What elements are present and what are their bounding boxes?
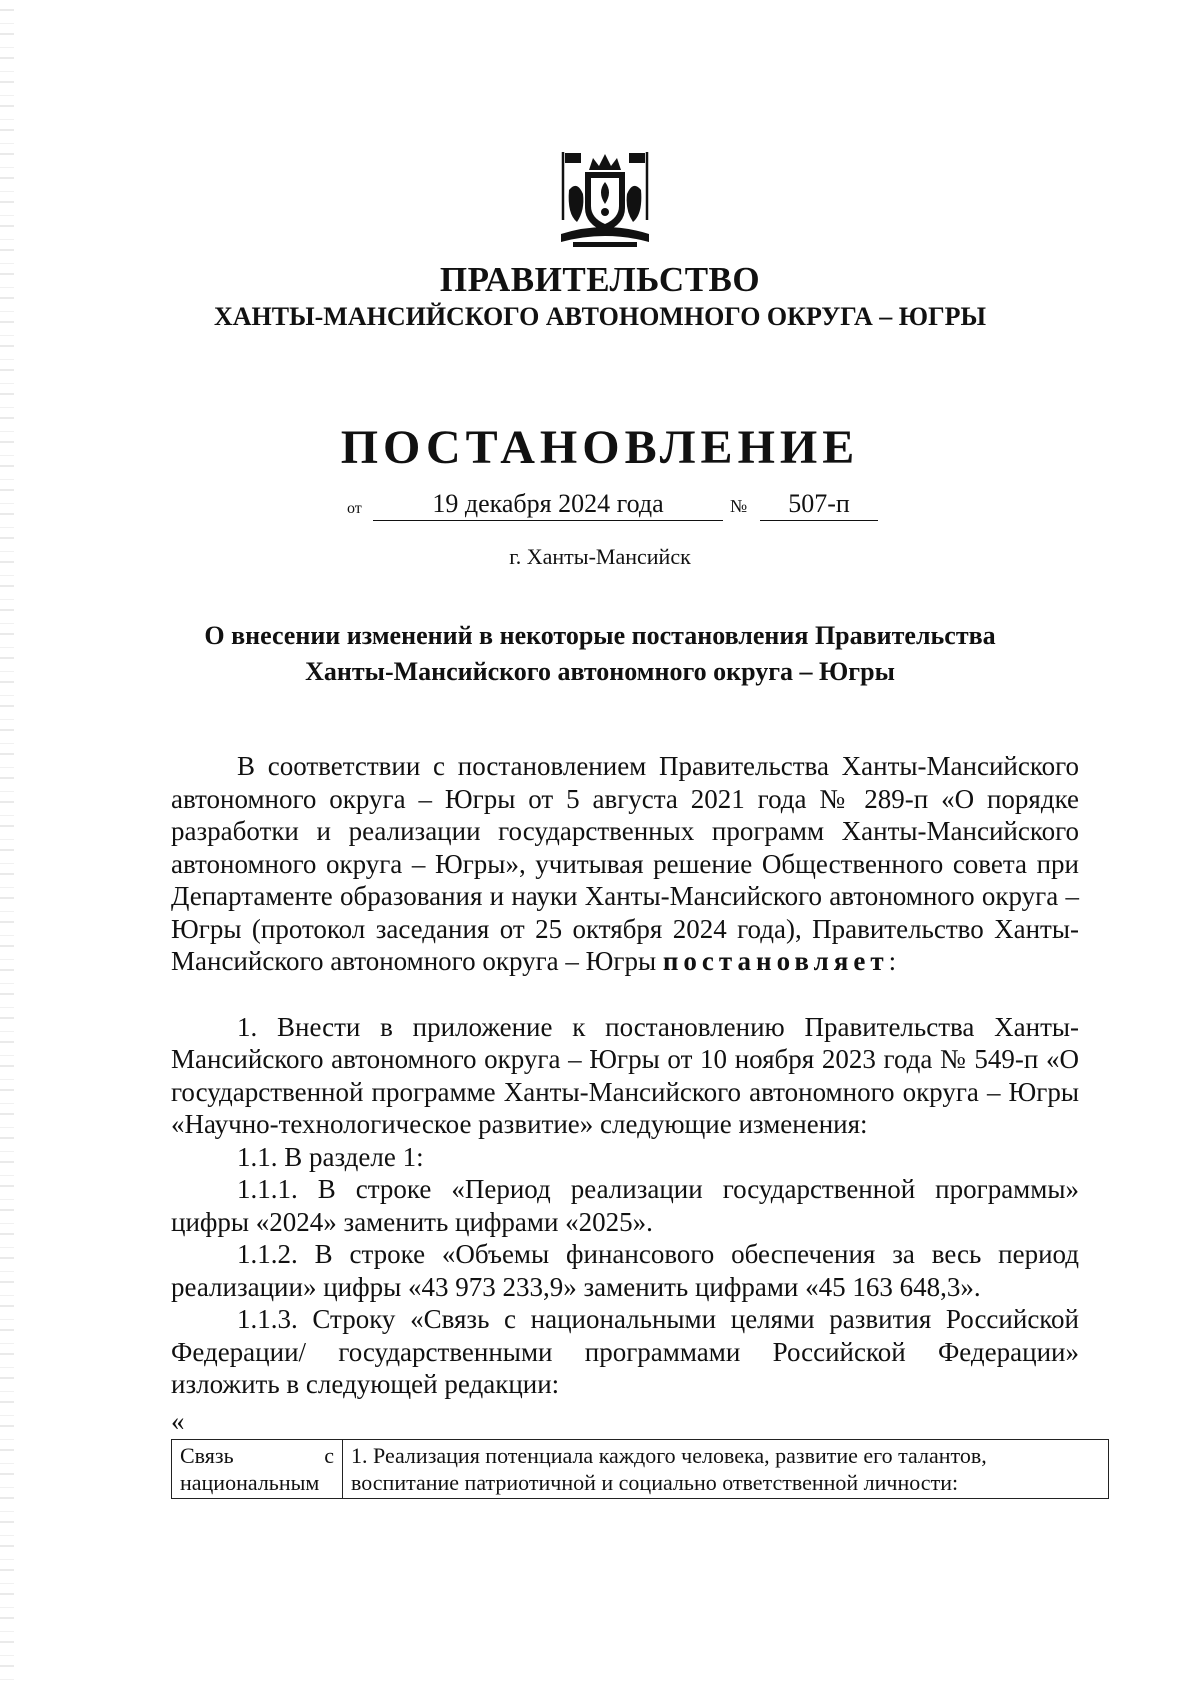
item-1-1-1-paragraph: 1.1.1. В строке «Период реализации государственной программы» цифры «2024» заменить цифрами «2025». [171,1174,1079,1237]
subject-line-1: О внесении изменений в некоторые постановления Правительства [204,621,996,650]
region-heading: ХАНТЫ-МАНСИЙСКОГО АВТОНОМНОГО ОКРУГА – ЮГРЫ [213,302,987,331]
government-heading: ПРАВИТЕЛЬСТВО [439,260,761,299]
preamble-text: В соответствии с постановлением Правительства Ханты-Мансийского автономного округа – Югры от 5 августа 2021 года № 289-п «О порядке разработки и реализации государственных программ Ханты-Мансийского автономного округа – Югры», учитывая решение Общественного совета при Департаменте образования и науки Ханты-Мансийского автономного округа – Югры (протокол заседания от 25 октября 2024 года), Правительство Ханты-Мансийского автономного округа – Югры [171,751,1079,976]
item-1-1-paragraph: 1.1. В разделе 1: [237,1141,424,1172]
date-number-line [0,488,1200,522]
item-1-1-3-paragraph: 1.1.3. Строку «Связь с национальными целями развития Российской Федерации/ государственными программами Российской Федерации» изложить в следующей редакции: [171,1304,1079,1399]
document-type-heading: ПОСТАНОВЛЕНИЕ [340,421,860,474]
subject-line-2: Ханты-Мансийского автономного округа – Югры [305,657,895,686]
cell-label-line-1: Связь с [180,1443,334,1468]
resolves-colon: : [888,946,897,976]
from-label: от [347,500,362,517]
opening-quote: « [171,1405,185,1436]
table-cell-content [343,1440,1109,1499]
document-body [171,750,1079,1499]
item-1-1-2-paragraph: 1.1.2. В строке «Объемы финансового обеспечения за весь период реализации» цифры «43 973 233,9» заменить цифрами «45 163 648,3». [171,1239,1079,1302]
document-date: 19 декабря 2024 года [373,488,723,521]
table-row [172,1440,1109,1499]
number-label: № [730,496,748,516]
preamble-paragraph [171,750,1079,978]
document-number: 507-п [760,488,878,521]
cell-content-line-1: 1. Реализация потенциала каждого человека, развитие его талантов, [351,1443,987,1468]
coat-of-arms-icon [555,150,655,250]
cell-content-line-2: воспитание патриотичной и социально ответственной личности: [351,1470,959,1495]
resolves-word: постановляет [662,946,889,976]
city-line: г. Ханты-Мансийск [509,544,691,569]
scan-edge-artifact [0,0,14,1686]
table-cell-label [172,1440,343,1499]
amendment-table [171,1439,1109,1499]
cell-label-line-2: национальным [180,1470,320,1495]
item-1-paragraph: 1. Внести в приложение к постановлению Правительства Ханты-Мансийского автономного округа – Югры от 10 ноября 2023 года № 549-п «О государственной программе Ханты-Мансийского автономного округа – Югры «Научно-технологическое развитие» следующие изменения: [171,1011,1079,1139]
document-subject [0,618,1200,690]
